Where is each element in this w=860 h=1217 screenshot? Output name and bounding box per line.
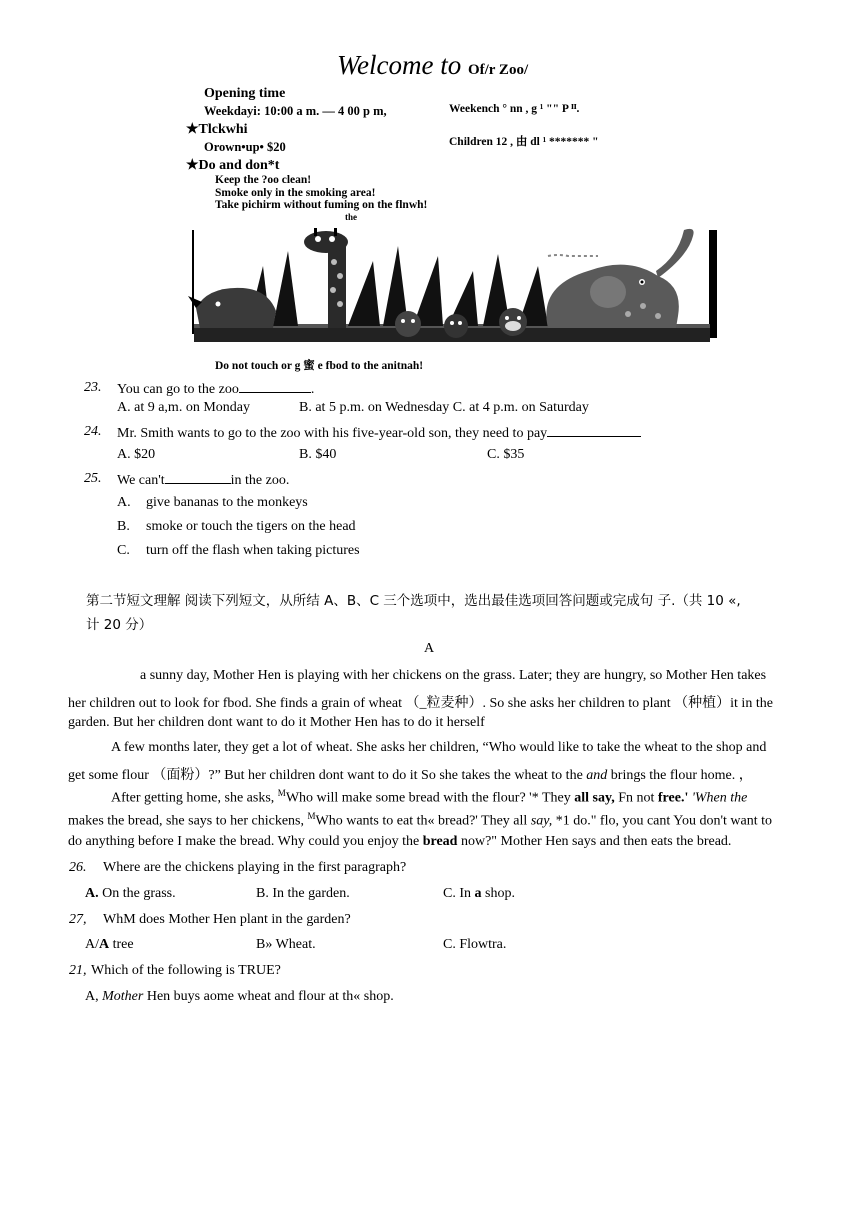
passage-line: garden. But her children dont want to do it Mother Hen has to do it herself: [68, 715, 485, 730]
passage-line: makes the bread, she says to her chickens, $^M$Who wants to eat th« bread?' They all say, *1 do." flo, you cant You don't want to: [68, 811, 772, 829]
rule-3: Take pichirm without fuming on the flnwh!: [215, 199, 428, 211]
passage-line: a sunny day, Mother Hen is playing with her chickens on the grass. Later; they are hungry, so Mother Hen takes: [140, 668, 767, 683]
q27-option-c: C. Flowtra.: [443, 937, 507, 952]
giraffe-figure: [304, 228, 348, 328]
weekday-hours: Weekdayi: 10:00 a m. — 4 00 p m,: [204, 104, 387, 118]
q23-option-a: A. at 9 a,m. on Monday: [117, 400, 250, 415]
q24-stem: Mr. Smith wants to go to the zoo with his five-year-old son, they need to pay: [117, 424, 641, 442]
q23-option-bc: B. at 5 p.m. on Wednesday C. at 4 p.m. on Saturday: [299, 400, 589, 415]
q25-stem: We can't in the zoo.: [117, 473, 290, 488]
q24-option-c: C. $35: [487, 447, 525, 462]
answer-blank: [239, 380, 311, 393]
adult-ticket: Orown•up• $20: [204, 140, 286, 154]
passage-line: do anything before I make the bread. Why could you enjoy the bread now?" Mother Hen says and then eats the bread.: [68, 834, 732, 849]
tickets-heading: ★Tlckwhi: [186, 122, 248, 137]
zoo-animals-illustration: [188, 226, 722, 346]
q25-number: 25.: [84, 471, 102, 486]
q27-number: 27,: [69, 912, 87, 927]
title-tail: Of/r Zoo/: [467, 62, 529, 78]
q24-option-b: B. $40: [299, 447, 337, 462]
passage-line: her children out to look for fbod. She finds a grain of wheat （_粒麦种）. So she asks her children to plant （种植）it in the: [68, 696, 773, 711]
q27-stem: WhM does Mother Hen plant in the garden?: [103, 912, 351, 927]
q25-option-c: C. turn off the flash when taking pictures: [117, 543, 360, 558]
q26-option-b: B. In the garden.: [256, 886, 350, 901]
opening-time-heading: Opening time: [204, 86, 286, 101]
passage-line: get some flour （面粉）?” But her children dont want to do it So she takes the wheat to the and brings the flour home. ，: [68, 768, 753, 783]
footer-rule: Do not touch or g 蜜 e fbod to the anitnah!: [215, 360, 424, 372]
q24-option-a: A. $20: [117, 447, 156, 462]
q26-option-a: A. On the grass.: [85, 886, 176, 901]
q23-stem: You can go to the zoo .: [117, 382, 315, 397]
stray-mark: the: [345, 212, 357, 222]
weekend-hours: Weekench ° nn , g ¹ "" P ᴵᴵ.: [449, 103, 580, 115]
q26-stem: Where are the chickens playing in the first paragraph?: [103, 860, 407, 875]
q23-number: 23.: [84, 380, 102, 395]
q26-number: 26.: [69, 860, 87, 875]
rule-1: Keep the ?oo clean!: [215, 174, 312, 186]
passage-line: A few months later, they get a lot of wheat. She asks her children, “Who would like to take the wheat to the shop and: [111, 740, 767, 755]
q27-option-b: B» Wheat.: [256, 937, 316, 952]
passage-line: After getting home, she asks, $^M$Who will make some bread with the flour? '* They all say, Fn not free.' 'When the: [111, 788, 748, 806]
title-main: Welcome to: [337, 50, 468, 80]
q25-option-a: A. give bananas to the monkeys: [117, 495, 308, 510]
rule-2: Smoke only in the smoking area!: [215, 187, 376, 199]
q28-number: 21,: [69, 963, 87, 978]
q28-stem: Which of the following is TRUE?: [91, 963, 281, 978]
answer-blank: [547, 424, 641, 437]
q27-option-a: A/A tree: [85, 937, 134, 952]
section2-score: 计 20 分）: [86, 617, 153, 633]
section2-instruction: 第二节短文理解 阅读下列短文，从所结 A、B、C 三个选项中，选出最佳选项回答问题或完成句 子.（共 10 «,: [86, 593, 741, 609]
page-title: [337, 50, 528, 81]
answer-blank: [165, 471, 231, 484]
children-ticket: Children 12 , 由 dl ¹ ******* ": [449, 136, 599, 148]
q28-option-a: A, Mother Hen buys aome wheat and flour at th« shop.: [85, 989, 394, 1004]
dos-donts-heading: ★Do and don*t: [186, 158, 280, 173]
q25-option-b: B. smoke or touch the tigers on the head: [117, 519, 356, 534]
elephant-figure: [546, 229, 693, 328]
passage-label: A: [424, 641, 435, 656]
q24-number: 24.: [84, 424, 102, 439]
q26-option-c: C. In a shop.: [443, 886, 515, 901]
